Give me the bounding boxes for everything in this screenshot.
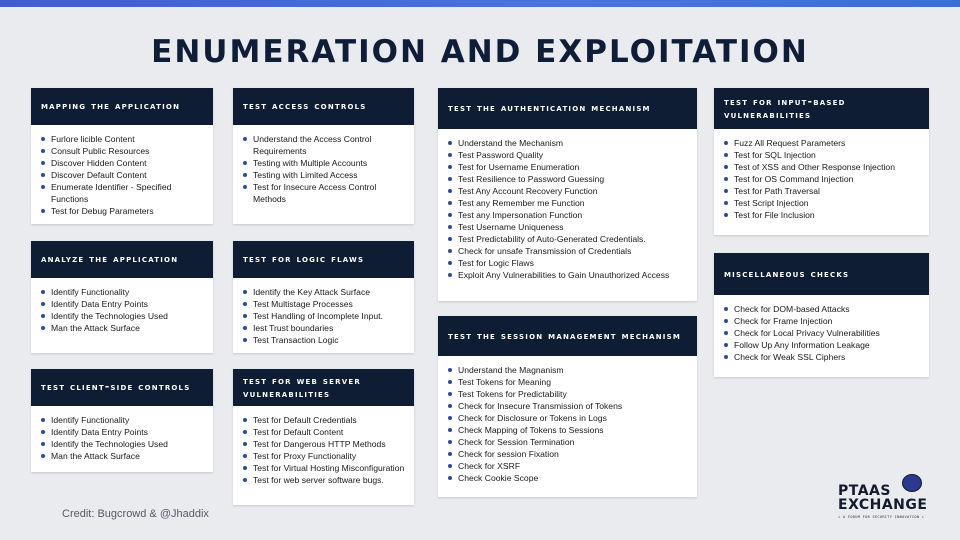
list-item: Check for Insecure Transmission of Tokens (448, 400, 689, 412)
list-item: Enumerate Identifier - Specified Functions (41, 181, 205, 205)
list-item: Identify Data Entry Points (41, 426, 205, 438)
list-item: Test any Remember me Function (448, 197, 689, 209)
list-item: Man the Attack Surface (41, 450, 205, 462)
card-title (714, 253, 929, 295)
list-item: Check for Disclosure or Tokens in Logs (448, 412, 689, 424)
page-title: ENUMERATION AND EXPLOITATION (151, 34, 809, 70)
list-item: Test Predictability of Auto-Generated Credentials. (448, 233, 689, 245)
card-list (233, 278, 414, 346)
card-list (233, 125, 414, 205)
card-title (438, 88, 697, 129)
card-misc (714, 253, 929, 377)
list-item: Test Password Quality (448, 149, 689, 161)
list-item: Check Mapping of Tokens to Sessions (448, 424, 689, 436)
list-item: Man the Attack Surface (41, 322, 205, 334)
card-list (714, 129, 929, 221)
logo-line2: EXCHANGE (838, 497, 928, 513)
list-item: Test for Proxy Functionality (243, 450, 406, 462)
card-list (233, 406, 414, 486)
list-item: Identify the Technologies Used (41, 310, 205, 322)
list-item: Test for Dangerous HTTP Methods (243, 438, 406, 450)
list-item: Check for Weak SSL Ciphers (724, 351, 921, 363)
card-title (438, 316, 697, 356)
card-mapping (31, 88, 213, 224)
list-item: Discover Hidden Content (41, 157, 205, 169)
list-item: Test Transaction Logic (243, 334, 406, 346)
card-webserver (233, 369, 414, 505)
list-item: Check for session Fixation (448, 448, 689, 460)
list-item: Check Cookie Scope (448, 472, 689, 484)
card-title (714, 88, 929, 129)
list-item: Understand the Mechanism (448, 137, 689, 149)
list-item: Identify Functionality (41, 414, 205, 426)
list-item: Test any Impersonation Function (448, 209, 689, 221)
card-title (31, 369, 213, 406)
card-list (31, 406, 213, 462)
card-list (31, 125, 213, 217)
list-item: Test for File Inclusion (724, 209, 921, 221)
card-client (31, 369, 213, 472)
list-item: Follow Up Any Information Leakage (724, 339, 921, 351)
list-item: Check for Local Privacy Vulnerabilities (724, 327, 921, 339)
card-title-text: test for input-based vulnerabilities (724, 95, 846, 121)
list-item: Consult Public Resources (41, 145, 205, 157)
list-item: Test for Virtual Hosting Misconfiguration (243, 462, 406, 474)
list-item: Test Username Uniqueness (448, 221, 689, 233)
list-item: Furlore licible Content (41, 133, 205, 145)
card-title (233, 88, 414, 125)
list-item: Test for web server software bugs. (243, 474, 406, 486)
list-item: Identify the Technologies Used (41, 438, 205, 450)
logo-tagline: ✦ A FORUM FOR SECURITY INNOVATION ✦ (838, 515, 925, 519)
card-title-text: miscellaneous checks (724, 267, 850, 280)
list-item: Test Handling of Incomplete Input. (243, 310, 406, 322)
card-list (31, 278, 213, 334)
card-input (714, 88, 929, 235)
list-item: Check for XSRF (448, 460, 689, 472)
list-item: Test Multistage Processes (243, 298, 406, 310)
list-item: Test for Username Enumeration (448, 161, 689, 173)
logo-line1: PTAAS (838, 483, 891, 499)
list-item: Test for Default Content (243, 426, 406, 438)
card-title (31, 88, 213, 125)
card-title-text: test client-side controls (41, 381, 191, 393)
card-title (233, 369, 414, 406)
list-item: Testing with Multiple Accounts (243, 157, 406, 169)
list-item: Understand the Access Control Requirements (243, 133, 406, 157)
card-title-text: test the authentication mechanism (448, 102, 651, 114)
list-item: Test for SQL Injection (724, 149, 921, 161)
list-item: Test for Debug Parameters (41, 205, 205, 217)
list-item: Test Resilience to Password Guessing (448, 173, 689, 185)
credit-text: Credit: Bugcrowd & @Jhaddix (62, 508, 209, 520)
card-title (31, 241, 213, 278)
card-logic (233, 241, 414, 353)
card-list (714, 295, 929, 363)
card-session (438, 316, 697, 497)
card-title-text: analyze the application (41, 253, 179, 265)
list-item: Test for Default Credentials (243, 414, 406, 426)
ptaas-exchange-logo (838, 474, 948, 524)
list-item: Check for unsafe Transmission of Credentials (448, 245, 689, 257)
card-auth (438, 88, 697, 301)
list-item: Fuzz All Request Parameters (724, 137, 921, 149)
list-item: Discover Default Content (41, 169, 205, 181)
list-item: Check for Frame Injection (724, 315, 921, 327)
list-item: Iest Trust boundaries (243, 322, 406, 334)
list-item: Test for Logic Flaws (448, 257, 689, 269)
card-title-text: test for logic flaws (243, 253, 365, 265)
list-item: Test for OS Command Injection (724, 173, 921, 185)
card-title-text: test access controls (243, 100, 367, 112)
list-item: Test Tokens for Meaning (448, 376, 689, 388)
list-item: Test Any Account Recovery Function (448, 185, 689, 197)
list-item: Test of XSS and Other Response Injection (724, 161, 921, 173)
logo-wordmark (838, 484, 927, 512)
list-item: Exploit Any Vulnerabilities to Gain Unauthorized Access (448, 269, 689, 281)
list-item: Understand the Magnanism (448, 364, 689, 376)
list-item: Identify Functionality (41, 286, 205, 298)
list-item: Check for DOM-based Attacks (724, 303, 921, 315)
list-item: Test Tokens for Predictability (448, 388, 689, 400)
card-title (233, 241, 414, 278)
card-title-text: test the session management mechanism (448, 329, 682, 342)
card-access (233, 88, 414, 224)
card-title-text: test for web server vulnerabilities (243, 374, 361, 400)
list-item: Test for Insecure Access Control Methods (243, 181, 406, 205)
card-title-text: mapping the application (41, 100, 181, 112)
list-item: Testing with Limited Access (243, 169, 406, 181)
list-item: Identify the Key Attack Surface (243, 286, 406, 298)
list-item: Test for Path Traversal (724, 185, 921, 197)
card-analyze (31, 241, 213, 353)
card-list (438, 356, 697, 484)
top-accent-bar (0, 0, 960, 7)
card-list (438, 129, 697, 281)
list-item: Identify Data Entry Points (41, 298, 205, 310)
list-item: Check for Session Termination (448, 436, 689, 448)
list-item: Test Script Injection (724, 197, 921, 209)
